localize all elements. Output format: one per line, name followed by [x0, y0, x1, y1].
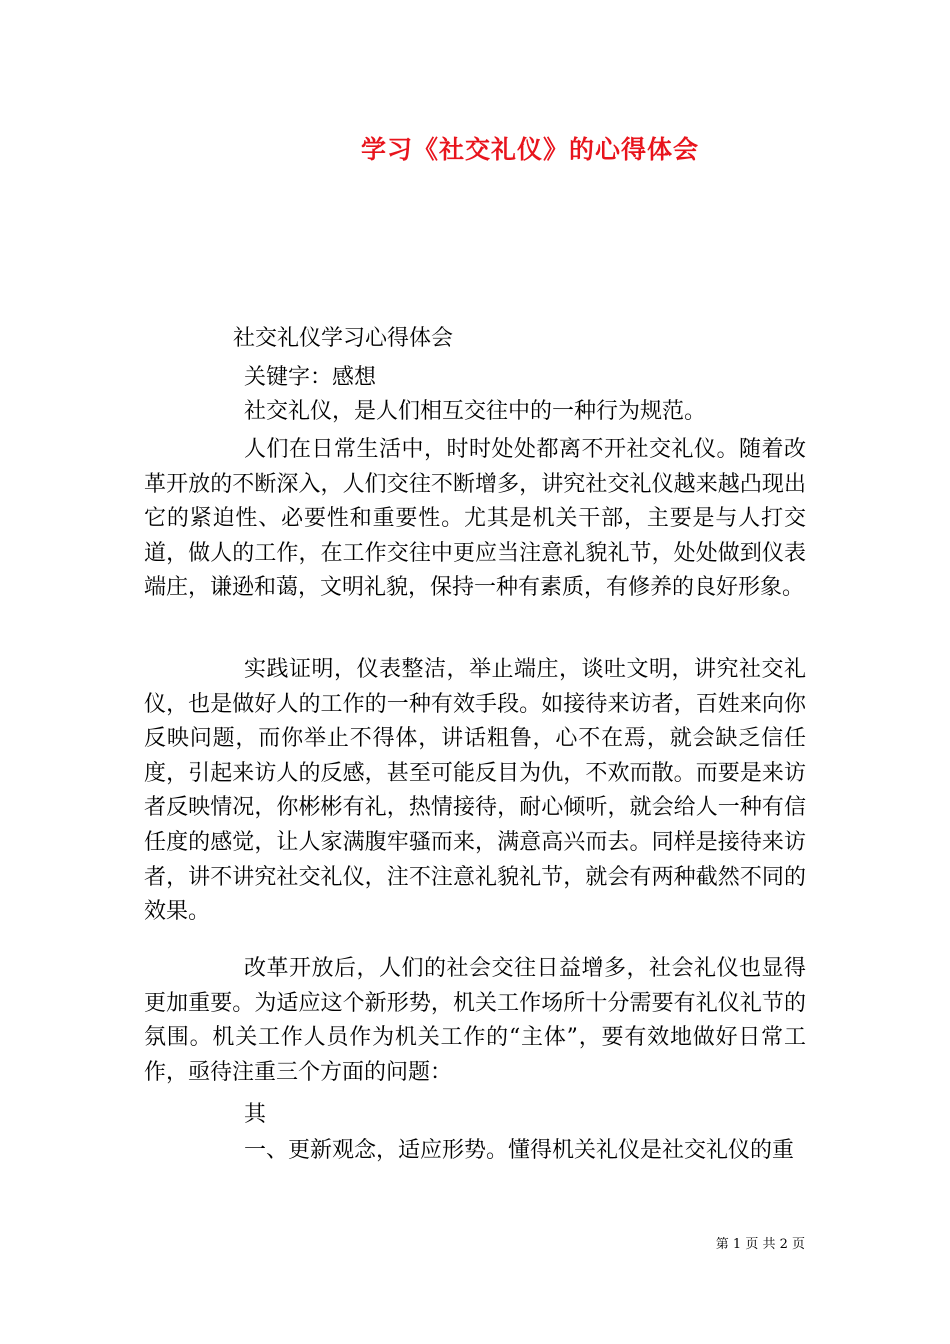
page-number: 第 1 页 共 2 页 [715, 1237, 805, 1252]
document-title: 学习《社交礼仪》的心得体会 [360, 135, 699, 164]
paragraph-3: 改革开放后，人们的社会交往日益增多，社会礼仪也显得更加重要。为适应这个新形势，机关工作场所十分需要有礼仪礼节的氛围。机关工作人员作为机关工作的“主体”，要有效地做好日常工作，亟待注重三个方面的问题： [144, 956, 806, 1085]
definition-line: 社交礼仪，是人们相互交往中的一种行为规范。 [244, 399, 707, 424]
document-subtitle: 社交礼仪学习心得体会 [233, 326, 454, 351]
point-one-line: 一、更新观念，适应形势。懂得机关礼仪是社交礼仪的重 [244, 1138, 795, 1163]
paragraph-1: 人们在日常生活中，时时处处都离不开社交礼仪。随着改革开放的不断深入，人们交往不断增多，讲究社交礼仪越来越凸现出它的紧迫性、必要性和重要性。尤其是机关干部，主要是与人打交道，做人的工作，在工作交往中更应当注意礼貌礼节，处处做到仪表端庄，谦逊和蔼，文明礼貌，保持一种有素质，有修养的良好形象。 [144, 437, 806, 601]
paragraph-2: 实践证明，仪表整洁，举止端庄，谈吐文明，讲究社交礼仪，也是做好人的工作的一种有效手段。如接待来访者，百姓来向你反映问题，而你举止不得体，讲话粗鲁，心不在焉，就会缺乏信任度，引起来访人的反感，甚至可能反目为仇，不欢而散。而要是来访者反映情况，你彬彬有礼，热情接待，耐心倾听，就会给人一种有信任度的感觉，让人家满腹牢骚而来，满意高兴而去。同样是接待来访者，讲不讲究社交礼仪，注不注意礼貌礼节，就会有两种截然不同的效果。 [144, 657, 806, 925]
other-label: 其 [244, 1102, 267, 1127]
keywords-line: 关键字：感想 [244, 365, 377, 390]
